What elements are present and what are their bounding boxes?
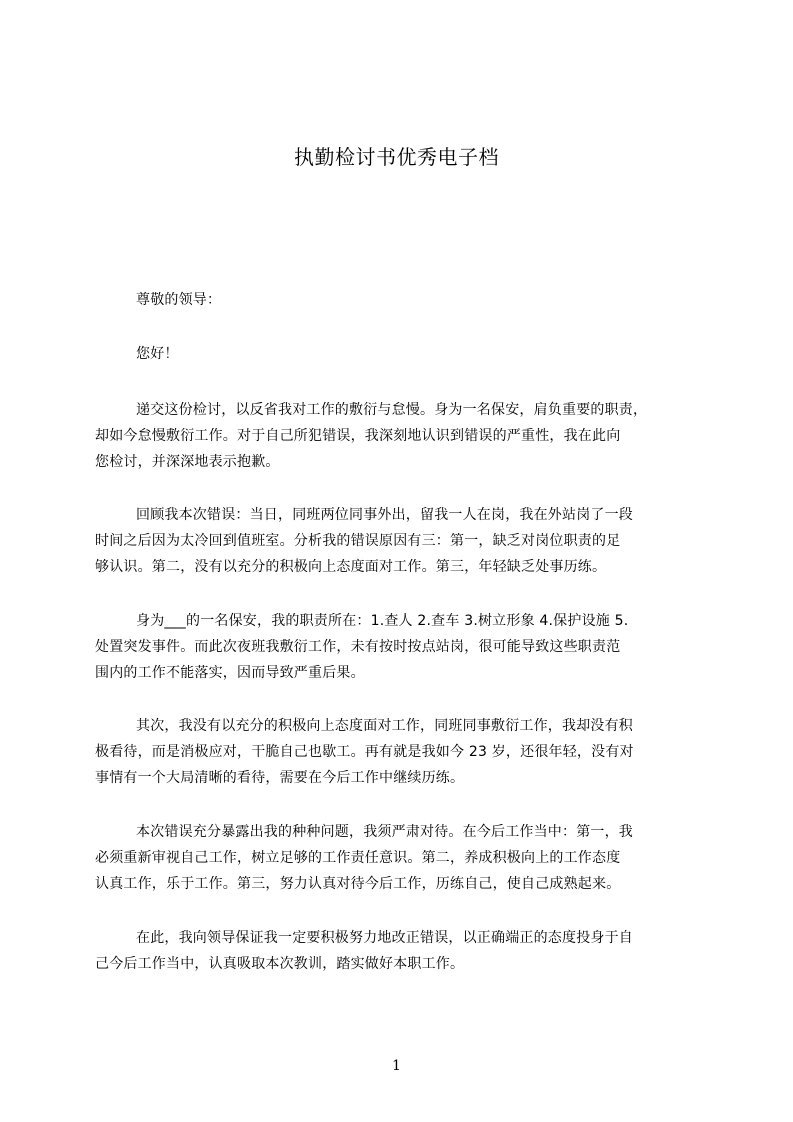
- paragraph-line: 必须重新审视自己工作，树立足够的工作责任意识。第二，养成积极向上的工作态度: [95, 850, 621, 866]
- paragraph-line: 回顾我本次错误：当日，同班两位同事外出，留我一人在岗，我在外站岗了一段: [136, 507, 633, 523]
- paragraph-line: 身为___的一名保安，我的职责所在：1.查人 2.查车 3.树立形象 4.保护设施 5.: [136, 613, 629, 629]
- paragraph-line: 却如今怠慢敷衍工作。对于自己所犯错误，我深刻地认识到错误的严重性，我在此向: [95, 428, 621, 444]
- paragraph-line: 其次，我没有以充分的积极向上态度面对工作，同班同事敷衍工作，我却没有积: [136, 718, 633, 734]
- paragraph-line: 时间之后因为太冷回到值班室。分析我的错误原因有三：第一，缺乏对岗位职责的足: [95, 533, 621, 549]
- paragraph-line: 极看待，而是消极应对，干脆自己也歇工。再有就是我如今 23 岁，还很年轻，没有对: [95, 744, 634, 760]
- document-title: 执勤检讨书优秀电子档: [294, 145, 499, 169]
- paragraph-line: 在此，我向领导保证我一定要积极努力地改正错误，以正确端正的态度投身于自: [136, 930, 633, 946]
- paragraph-line: 己今后工作当中，认真吸取本次教训，踏实做好本职工作。: [95, 956, 465, 972]
- greeting: 您好！: [136, 346, 179, 362]
- paragraph-line: 递交这份检讨，以反省我对工作的敷衍与怠慢。身为一名保安，肩负重要的职责，: [136, 402, 648, 418]
- paragraph-line: 本次错误充分暴露出我的种种问题，我须严肃对待。在今后工作当中：第一，我: [136, 824, 633, 840]
- paragraph-line: 您检讨，并深深地表示抱歉。: [95, 454, 280, 470]
- salutation: 尊敬的领导：: [136, 292, 222, 308]
- paragraph-line: 处置突发事件。而此次夜班我敷衍工作，未有按时按点站岗，很可能导致这些职责范: [95, 639, 621, 655]
- paragraph-line: 认真工作，乐于工作。第三，努力认真对待今后工作，历练自己，使自己成熟起来。: [95, 876, 621, 892]
- paragraph-line: 事情有一个大局清晰的看待，需要在今后工作中继续历练。: [95, 770, 465, 786]
- paragraph-line: 够认识。第二，没有以充分的积极向上态度面对工作。第三，年轻缺乏处事历练。: [95, 559, 607, 575]
- paragraph-line: 围内的工作不能落实，因而导致严重后果。: [95, 665, 365, 681]
- page-number: 1: [392, 1058, 401, 1074]
